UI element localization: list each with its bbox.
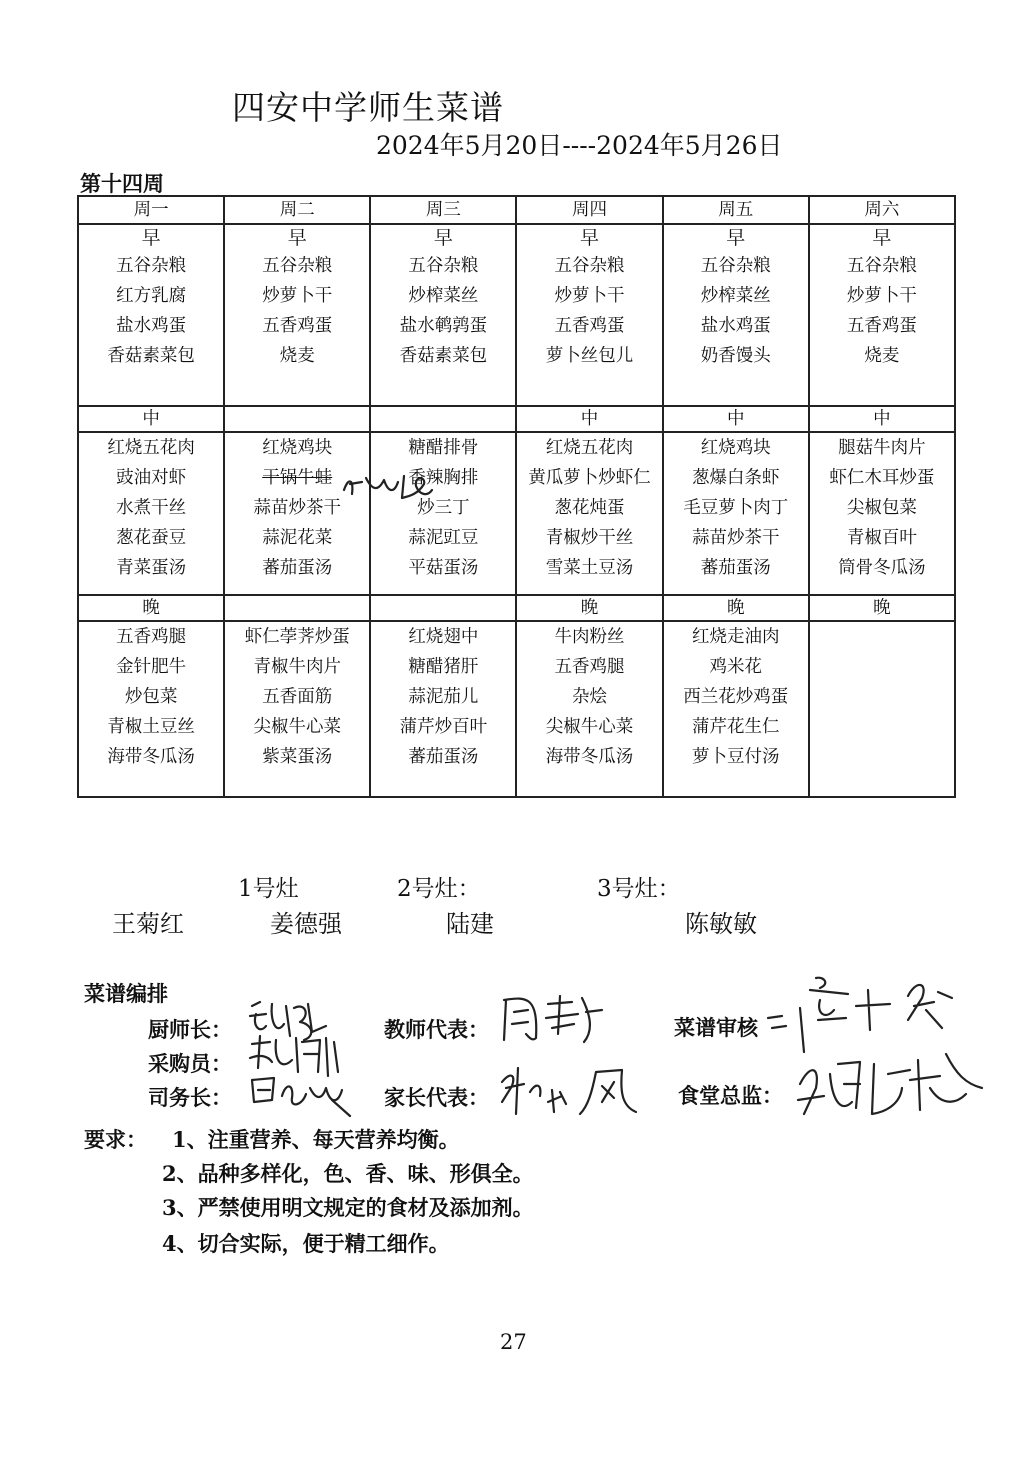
- dish: 香辣胸排: [408, 468, 479, 488]
- requirements-label: 要求：: [84, 1127, 147, 1152]
- staff-name: 姜德强: [270, 910, 342, 938]
- dish: 蒜苗炒茶干: [253, 498, 341, 518]
- requirement-item: 2、品种多样化，色、香、味、形俱全。: [162, 1161, 534, 1186]
- dish: 虾仁木耳炒蛋: [829, 468, 935, 488]
- dish: 香菇素菜包: [399, 346, 488, 366]
- stove-3-label: 3号灶：: [597, 876, 681, 902]
- dish: 毛豆萝卜肉丁: [683, 498, 789, 518]
- dish: 尖椒包菜: [846, 498, 917, 518]
- dish: 盐水鹌鹑蛋: [399, 316, 488, 336]
- page-number: 27: [500, 1330, 527, 1354]
- meal-label: 晚: [663, 595, 809, 621]
- dish: 海带冬瓜汤: [107, 747, 195, 767]
- dish: 炒榨菜丝: [408, 286, 479, 306]
- requirement-item: 4、切合实际，便于精工细作。: [162, 1231, 450, 1256]
- dish: 平菇蛋汤: [408, 558, 479, 578]
- dish: 鸡米花: [709, 657, 762, 677]
- dish: 豉油对虾: [116, 468, 187, 488]
- dish: 红方乳腐: [116, 286, 187, 306]
- dish: 水煮干丝: [116, 498, 187, 518]
- dish: 五谷杂粮: [554, 256, 625, 276]
- dish: 青椒炒干丝: [545, 528, 634, 548]
- review-label: 菜谱审核: [674, 1015, 758, 1040]
- dinner-cell: [78, 621, 224, 797]
- dinner-cell: [516, 621, 662, 797]
- meal-label: [370, 595, 516, 621]
- dish: 五谷杂粮: [116, 256, 187, 276]
- dish: 蕃茄蛋汤: [262, 558, 333, 578]
- dish: 杂烩: [572, 687, 608, 707]
- dish: 五香鸡腿: [554, 657, 625, 677]
- dish: 红烧五花肉: [545, 438, 634, 458]
- breakfast-cell: [370, 224, 516, 406]
- meal-label: 早: [141, 227, 161, 249]
- dish: 筒骨冬瓜汤: [838, 558, 926, 578]
- dish: 烧麦: [864, 346, 900, 366]
- dish: 五谷杂粮: [262, 256, 333, 276]
- staff-name: 王菊红: [112, 910, 184, 938]
- purchaser-label: 采购员：: [148, 1051, 232, 1076]
- dish: 炒三丁: [417, 498, 470, 518]
- dish: 萝卜豆付汤: [691, 747, 780, 767]
- dish: 奶香馒头: [700, 346, 771, 366]
- dish: 蒜苗炒茶干: [691, 528, 780, 548]
- dish: 红烧鸡块: [262, 438, 333, 458]
- dinner-cell: [370, 621, 516, 797]
- meal-label: 中: [663, 406, 809, 432]
- dinner-cell: [663, 621, 809, 797]
- meal-label: 晚: [78, 595, 224, 621]
- dish: 蒲芹炒百叶: [399, 717, 488, 737]
- dish: 黄瓜萝卜炒虾仁: [528, 468, 651, 488]
- dish: 红烧走油肉: [691, 627, 780, 647]
- dish: 西兰花炒鸡蛋: [683, 687, 789, 707]
- meal-label: [370, 406, 516, 432]
- lunch-cell: [809, 432, 955, 595]
- day-header: 周一: [78, 196, 224, 224]
- dish: 蒜泥豇豆: [408, 528, 479, 548]
- lunch-cell: [663, 432, 809, 595]
- dinner-cell-empty: [809, 621, 955, 797]
- dish: 五香鸡蛋: [262, 316, 333, 336]
- dish: 糖醋猪肝: [408, 657, 479, 677]
- dish: 红烧鸡块: [700, 438, 771, 458]
- dinner-row: [78, 621, 955, 797]
- dish: 青菜蛋汤: [116, 558, 187, 578]
- lunch-row: [78, 432, 955, 595]
- dish: 紫菜蛋汤: [262, 747, 333, 767]
- staff-name: 陈敏敏: [685, 910, 757, 938]
- requirement-item: 3、严禁使用明文规定的食材及添加剂。: [162, 1195, 534, 1220]
- meal-label: 晚: [809, 595, 955, 621]
- handwritten-note: [338, 470, 434, 504]
- chef-label: 厨师长：: [148, 1017, 232, 1042]
- dish: 蕃茄蛋汤: [408, 747, 479, 767]
- breakfast-cell: [809, 224, 955, 406]
- dish: 五谷杂粮: [408, 256, 479, 276]
- stove-1-label: 1号灶: [238, 876, 299, 902]
- dish: 尖椒牛心菜: [253, 717, 341, 737]
- day-header: 周六: [809, 196, 955, 224]
- lunch-cell: [516, 432, 662, 595]
- dish: 炒包菜: [124, 687, 178, 707]
- teacher-rep-label: 教师代表：: [384, 1017, 489, 1042]
- parent-rep-signature: [496, 1062, 646, 1122]
- dish: 腿菇牛肉片: [838, 438, 926, 458]
- day-header: 周二: [224, 196, 370, 224]
- canteen-supervisor-signature: [790, 1044, 990, 1124]
- dish: 青椒百叶: [846, 528, 917, 548]
- meal-label: 中: [78, 406, 224, 432]
- breakfast-row: [78, 224, 955, 406]
- dish: 红烧五花肉: [107, 438, 195, 458]
- dish: 青椒土豆丝: [107, 717, 195, 737]
- dish: 五香面筋: [262, 687, 333, 707]
- meal-label: 中: [809, 406, 955, 432]
- dish: 葱花炖蛋: [554, 498, 625, 518]
- dish: 蕃茄蛋汤: [700, 558, 771, 578]
- review-signature: [760, 970, 970, 1054]
- dish: 炒萝卜干: [846, 286, 917, 306]
- dish: 虾仁荸荠炒蛋: [244, 627, 350, 647]
- meal-label: 早: [580, 227, 600, 249]
- dish: 葱爆白条虾: [691, 468, 780, 488]
- stove-2-label: 2号灶：: [397, 876, 481, 902]
- meal-label: 早: [872, 227, 892, 249]
- arrangement-heading: 菜谱编排: [84, 981, 168, 1006]
- dish: 五香鸡蛋: [554, 316, 625, 336]
- breakfast-cell: [663, 224, 809, 406]
- dish: 香菇素菜包: [107, 346, 195, 366]
- dinner-label-row: [78, 595, 955, 621]
- breakfast-cell: [78, 224, 224, 406]
- lunch-cell: [224, 432, 370, 595]
- dish: 金针肥牛: [116, 657, 187, 677]
- meal-label: 早: [433, 227, 453, 249]
- dish: 红烧翅中: [408, 627, 479, 647]
- dish: 青椒牛肉片: [253, 657, 341, 677]
- dish: 五香鸡蛋: [846, 316, 917, 336]
- dish: 炒榨菜丝: [700, 286, 771, 306]
- meal-label: [224, 406, 370, 432]
- meal-label: 早: [287, 227, 307, 249]
- canteen-supervisor-label: 食堂总监：: [678, 1083, 783, 1108]
- steward-label: 司务长：: [148, 1085, 232, 1110]
- dish: 尖椒牛心菜: [545, 717, 634, 737]
- dinner-cell: [224, 621, 370, 797]
- dish: 海带冬瓜汤: [545, 747, 634, 767]
- day-header: 周四: [516, 196, 662, 224]
- dish: 蒜泥茄儿: [408, 687, 479, 707]
- dish-struck: 干锅牛蛙: [262, 468, 333, 488]
- dish: 蒲芹花生仁: [691, 717, 780, 737]
- dish: 炒萝卜干: [262, 286, 333, 306]
- page-title: 四安中学师生菜谱: [232, 88, 504, 127]
- lunch-label-row: [78, 406, 955, 432]
- staff-name: 陆建: [446, 910, 494, 938]
- dish: 五谷杂粮: [846, 256, 917, 276]
- day-header: 周三: [370, 196, 516, 224]
- dish: 盐水鸡蛋: [116, 316, 187, 336]
- breakfast-cell: [224, 224, 370, 406]
- steward-signature: [246, 1070, 356, 1120]
- week-label: 第十四周: [80, 171, 164, 196]
- dish: 葱花蚕豆: [116, 528, 187, 548]
- dish: 蒜泥花菜: [262, 528, 333, 548]
- day-header: 周五: [663, 196, 809, 224]
- dish: 糖醋排骨: [408, 438, 479, 458]
- meal-label: 中: [516, 406, 662, 432]
- lunch-cell: [78, 432, 224, 595]
- dish: 五香鸡腿: [116, 627, 187, 647]
- requirement-item: 1、注重营养、每天营养均衡。: [172, 1127, 460, 1152]
- teacher-rep-signature: [498, 990, 608, 1046]
- menu-table: [77, 195, 956, 798]
- dish: 萝卜丝包儿: [545, 346, 634, 366]
- dish: 烧麦: [279, 346, 315, 366]
- meal-label: 晚: [516, 595, 662, 621]
- date-range: 2024年5月20日----2024年5月26日: [376, 131, 783, 160]
- lunch-cell: [370, 432, 516, 595]
- parent-rep-label: 家长代表：: [384, 1085, 489, 1110]
- breakfast-cell: [516, 224, 662, 406]
- dish: 炒萝卜干: [554, 286, 625, 306]
- meal-label: [224, 595, 370, 621]
- dish: 五谷杂粮: [700, 256, 771, 276]
- dish: 牛肉粉丝: [554, 627, 625, 647]
- dish: 雪菜土豆汤: [545, 558, 634, 578]
- meal-label: 早: [726, 227, 746, 249]
- dish: 盐水鸡蛋: [700, 316, 771, 336]
- day-header-row: [78, 196, 955, 224]
